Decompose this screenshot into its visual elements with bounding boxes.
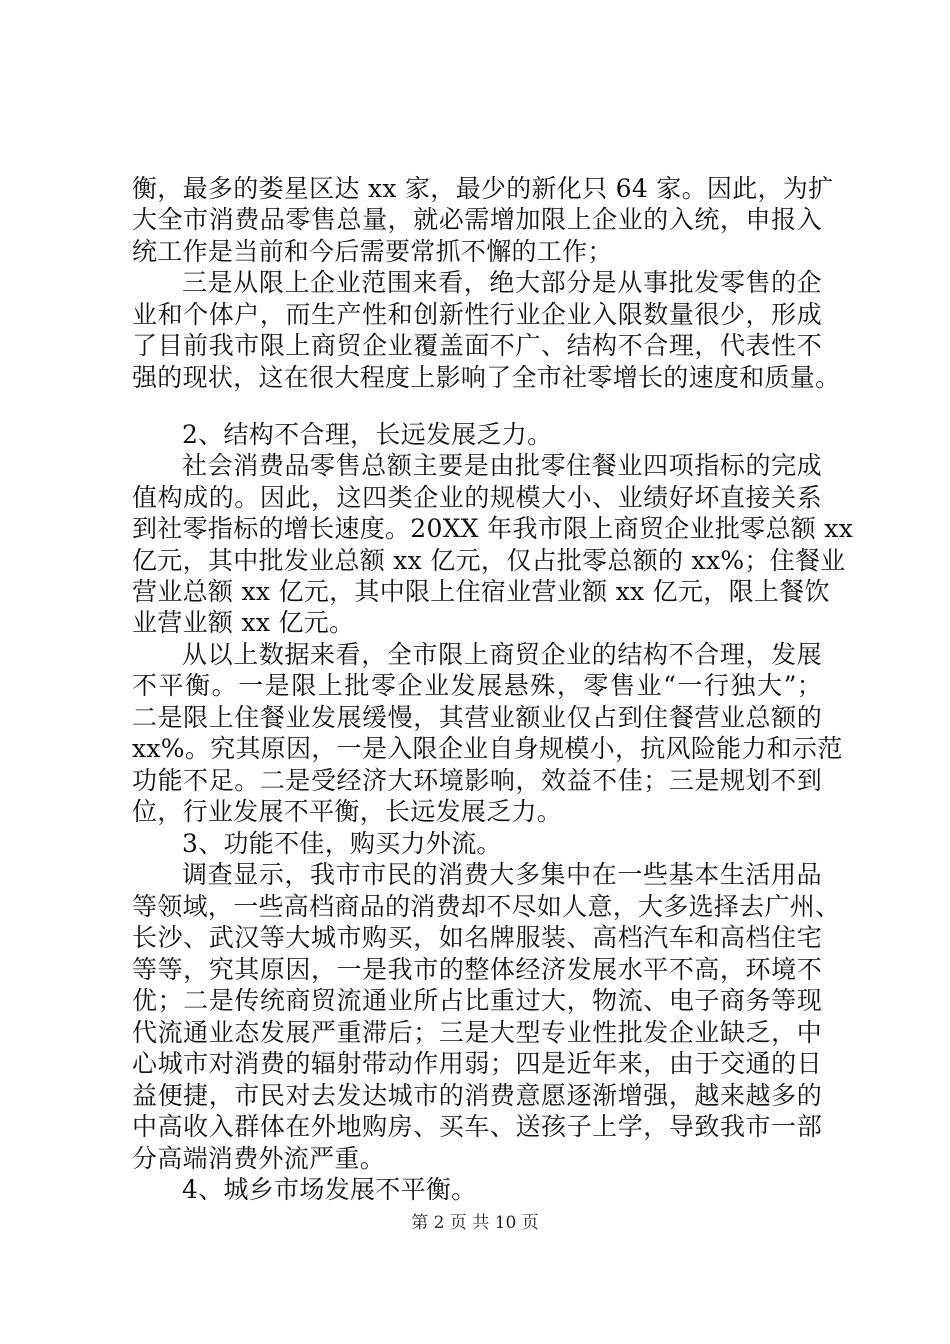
- text-line: 大全市消费品零售总量，就必需增加限上企业的入统，申报入: [132, 205, 822, 234]
- text-line: 等等，究其原因，一是我市的整体经济发展水平不高，环境不: [132, 955, 822, 984]
- text-line: 心城市对消费的辐射带动作用弱；四是近年来，由于交通的日: [132, 1049, 822, 1078]
- text-line: 调查显示，我市市民的消费大多集中在一些基本生活用品: [182, 860, 822, 889]
- text-line: 优；二是传统商贸流通业所占比重过大，物流、电子商务等现: [132, 986, 822, 1015]
- text-line: 营业总额 xx 亿元，其中限上住宿业营业额 xx 亿元，限上餐饮: [132, 577, 830, 606]
- text-line: 代流通业态发展严重滞后；三是大型专业性批发企业缺乏，中: [132, 1018, 822, 1047]
- text-line: 值构成的。因此，这四类企业的规模大小、业绩好坏直接关系: [132, 483, 822, 512]
- text-line: 亿元，其中批发业总额 xx 亿元，仅占批零总额的 xx%；住餐业: [132, 546, 846, 575]
- text-line: 二是限上住餐业发展缓慢，其营业额业仅占到住餐营业总额的: [132, 703, 822, 732]
- text-line: 衡，最多的娄星区达 xx 家，最少的新化只 64 家。因此，为扩: [132, 174, 834, 203]
- text-line: 社会消费品零售总额主要是由批零住餐业四项指标的完成: [182, 451, 822, 480]
- text-line: 不平衡。一是限上批零企业发展悬殊，零售业“一行独大”；: [132, 671, 822, 700]
- section-heading: 2、结构不合理，长远发展乏力。: [182, 420, 553, 449]
- text-line: 长沙、武汉等大城市购买，如名牌服装、高档汽车和高档住宅: [132, 923, 822, 952]
- text-line: 从以上数据来看，全市限上商贸企业的结构不合理，发展: [182, 640, 822, 669]
- text-line: 了目前我市限上商贸企业覆盖面不广、结构不合理，代表性不: [132, 331, 822, 360]
- text-line: 强的现状，这在很大程度上影响了全市社零增长的速度和质量。: [132, 363, 841, 392]
- text-line: 到社零指标的增长速度。20XX 年我市限上商贸企业批零总额 xx: [132, 514, 854, 543]
- section-heading: 3、功能不佳，购买力外流。: [182, 829, 502, 858]
- text-line: 业营业额 xx 亿元。: [132, 608, 355, 637]
- text-line: 业和个体户，而生产性和创新性行业企业入限数量很少，形成: [132, 300, 822, 329]
- text-line: 分高端消费外流严重。: [132, 1144, 386, 1173]
- text-line: 中高收入群体在外地购房、买车、送孩子上学，导致我市一部: [132, 1112, 822, 1141]
- text-line: 统工作是当前和今后需要常抓不懈的工作；: [132, 237, 613, 266]
- text-line: xx%。究其原因，一是入限企业自身规模小，抗风险能力和示范: [132, 734, 843, 763]
- section-heading: 4、城乡市场发展不平衡。: [182, 1175, 477, 1204]
- text-line: 等领域，一些高档商品的消费却不尽如人意，大多选择去广州、: [132, 892, 841, 921]
- text-line: 三是从限上企业范围来看，绝大部分是从事批发零售的企: [182, 268, 822, 297]
- page-number-footer: 第 2 页 共 10 页: [411, 1213, 539, 1233]
- text-line: 位，行业发展不平衡，长远发展乏力。: [132, 797, 563, 826]
- text-line: 功能不足。二是受经济大环境影响，效益不佳；三是规划不到: [132, 766, 822, 795]
- text-line: 益便捷，市民对去发达城市的消费意愿逐渐增强，越来越多的: [132, 1081, 822, 1110]
